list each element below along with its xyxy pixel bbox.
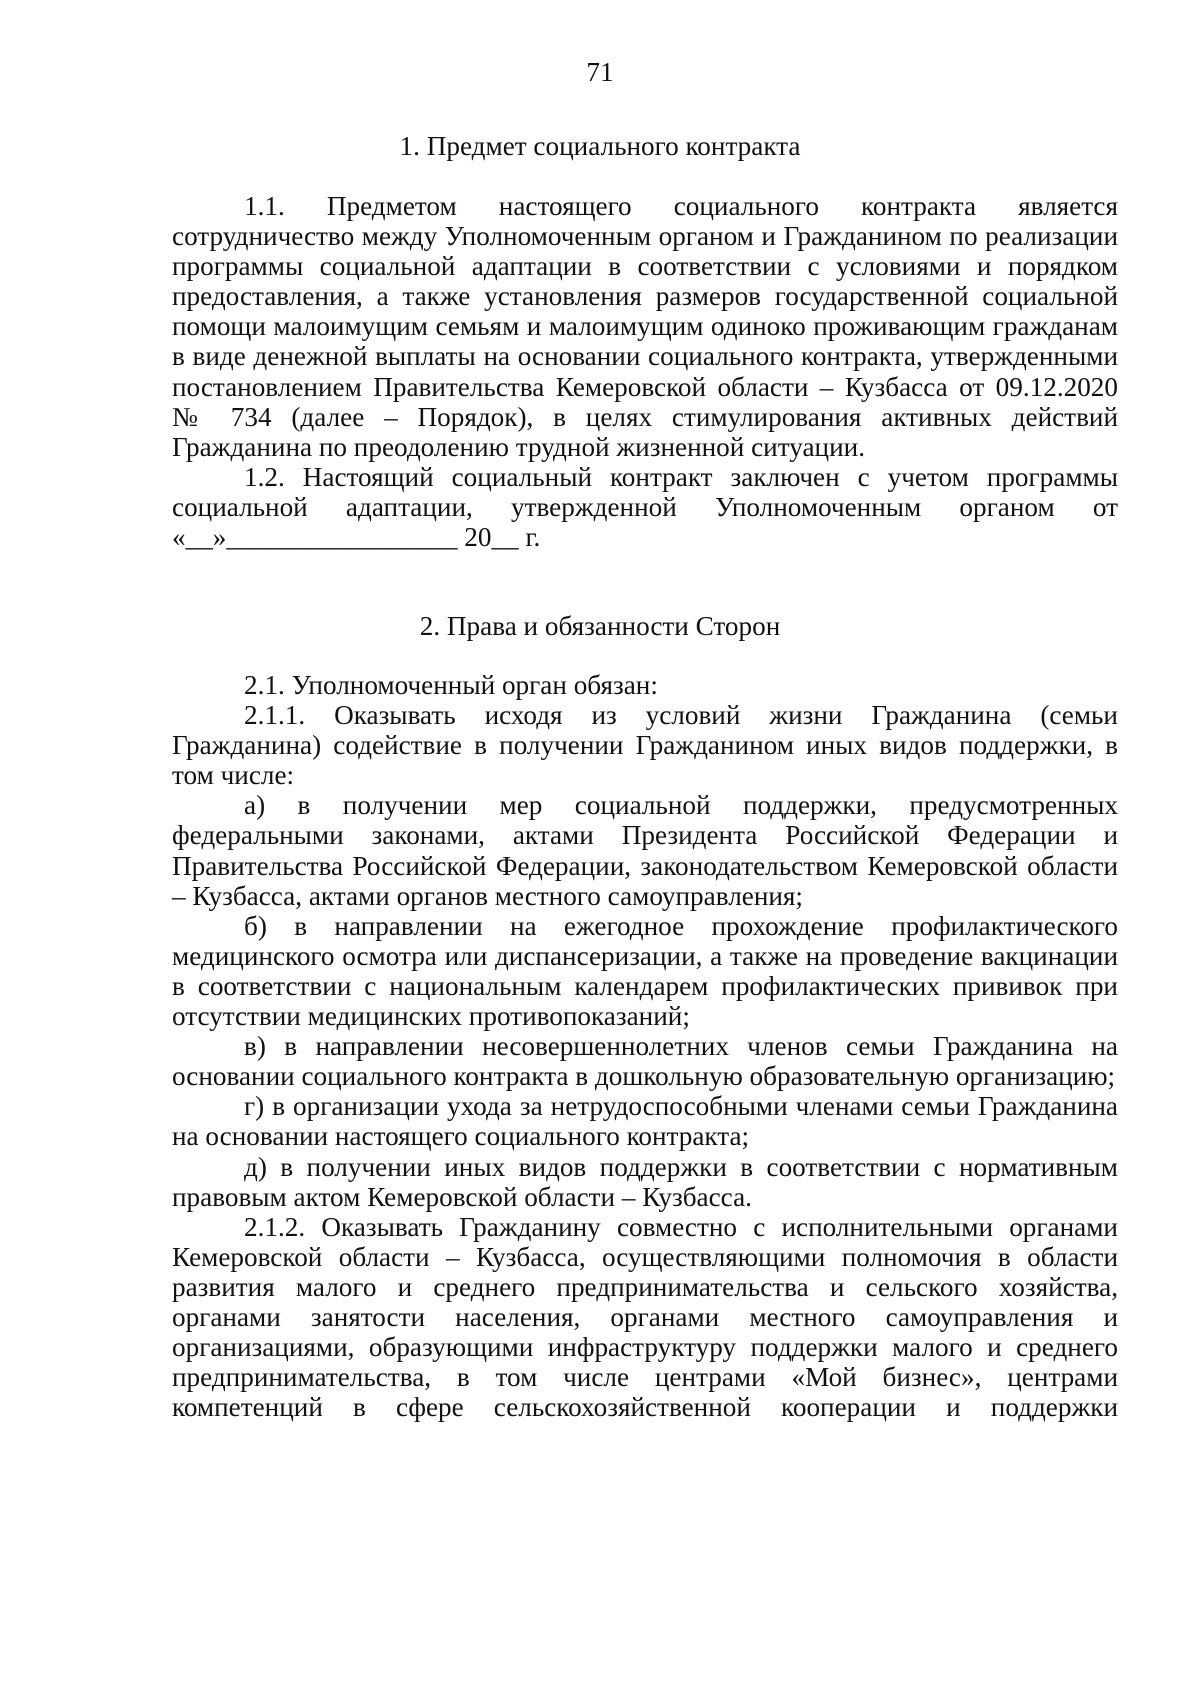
list-item-g: г) в организации ухода за нетрудоспособными членами семьи Гражданина на основании настоящего социального контракта; [172,1091,1118,1152]
paragraph-1-1: 1.1. Предметом настоящего социального контракта является сотрудничество между Уполномоченным органом и Гражданином по реализации программы социальной адаптации в соответствии с условиями и порядком предоставления, а также установления размеров государственной социальной помощи малоимущим семьям и малоимущим одиноко проживающим гражданам в виде денежной выплаты на основании социального контракта, утвержденными постановлением Правительства Кемеровской области – Кузбасса от 09.12.2020 № 734 (далее – Порядок), в целях стимулирования активных действий Гражданина по преодолению трудной жизненной ситуации. [172,191,1118,462]
paragraph-2-1-2: 2.1.2. Оказывать Гражданину совместно с исполнительными органами Кемеровской области – Кузбасса, осуществляющими полномочия в области развития малого и среднего предпринимательства и сельского хозяйства, органами занятости населения, органами местного самоуправления и организациями, образующими инфраструктуру поддержки малого и среднего предпринимательства, в том числе центрами «Мой бизнес», центрами компетенций в сфере сельскохозяйственной кооперации и поддержки [172,1211,1118,1423]
list-item-v: в) в направлении несовершеннолетних членов семьи Гражданина на основании социального контракта в дошкольную образовательную организацию; [172,1031,1118,1092]
paragraph-2-1: 2.1. Уполномоченный орган обязан: [244,670,658,700]
section-2-title: 2. Права и обязанности Сторон [419,611,781,641]
list-item-b: б) в направлении на ежегодное прохождение профилактического медицинского осмотра или диспансеризации, а также на проведение вакцинации в соответствии с национальным календарем профилактических прививок при отсутствии медицинских противопоказаний; [172,910,1118,1032]
page-number: 71 [586,57,614,87]
paragraph-1-2: 1.2. Настоящий социальный контракт заключен с учетом программы социальной адаптации, утвержденной Уполномоченным органом от «__»_________________ 20__ г. [172,461,1118,553]
paragraph-2-1-1: 2.1.1. Оказывать исходя из условий жизни Гражданина (семьи Гражданина) содействие в получении Гражданином иных видов поддержки, в том числе: [172,700,1118,791]
list-item-a: а) в получении мер социальной поддержки, предусмотренных федеральными законами, актами Президента Российской Федерации и Правительства Российской Федерации, законодательством Кемеровской области – Кузбасса, актами органов местного самоуправления; [172,790,1118,911]
section-2-body [172,670,1118,1422]
section-1-body [172,191,1118,552]
list-item-d: д) в получении иных видов поддержки в соответствии с нормативным правовым актом Кемеровской области – Кузбасса. [172,1151,1118,1212]
section-1-title: 1. Предмет социального контракта [399,131,801,161]
